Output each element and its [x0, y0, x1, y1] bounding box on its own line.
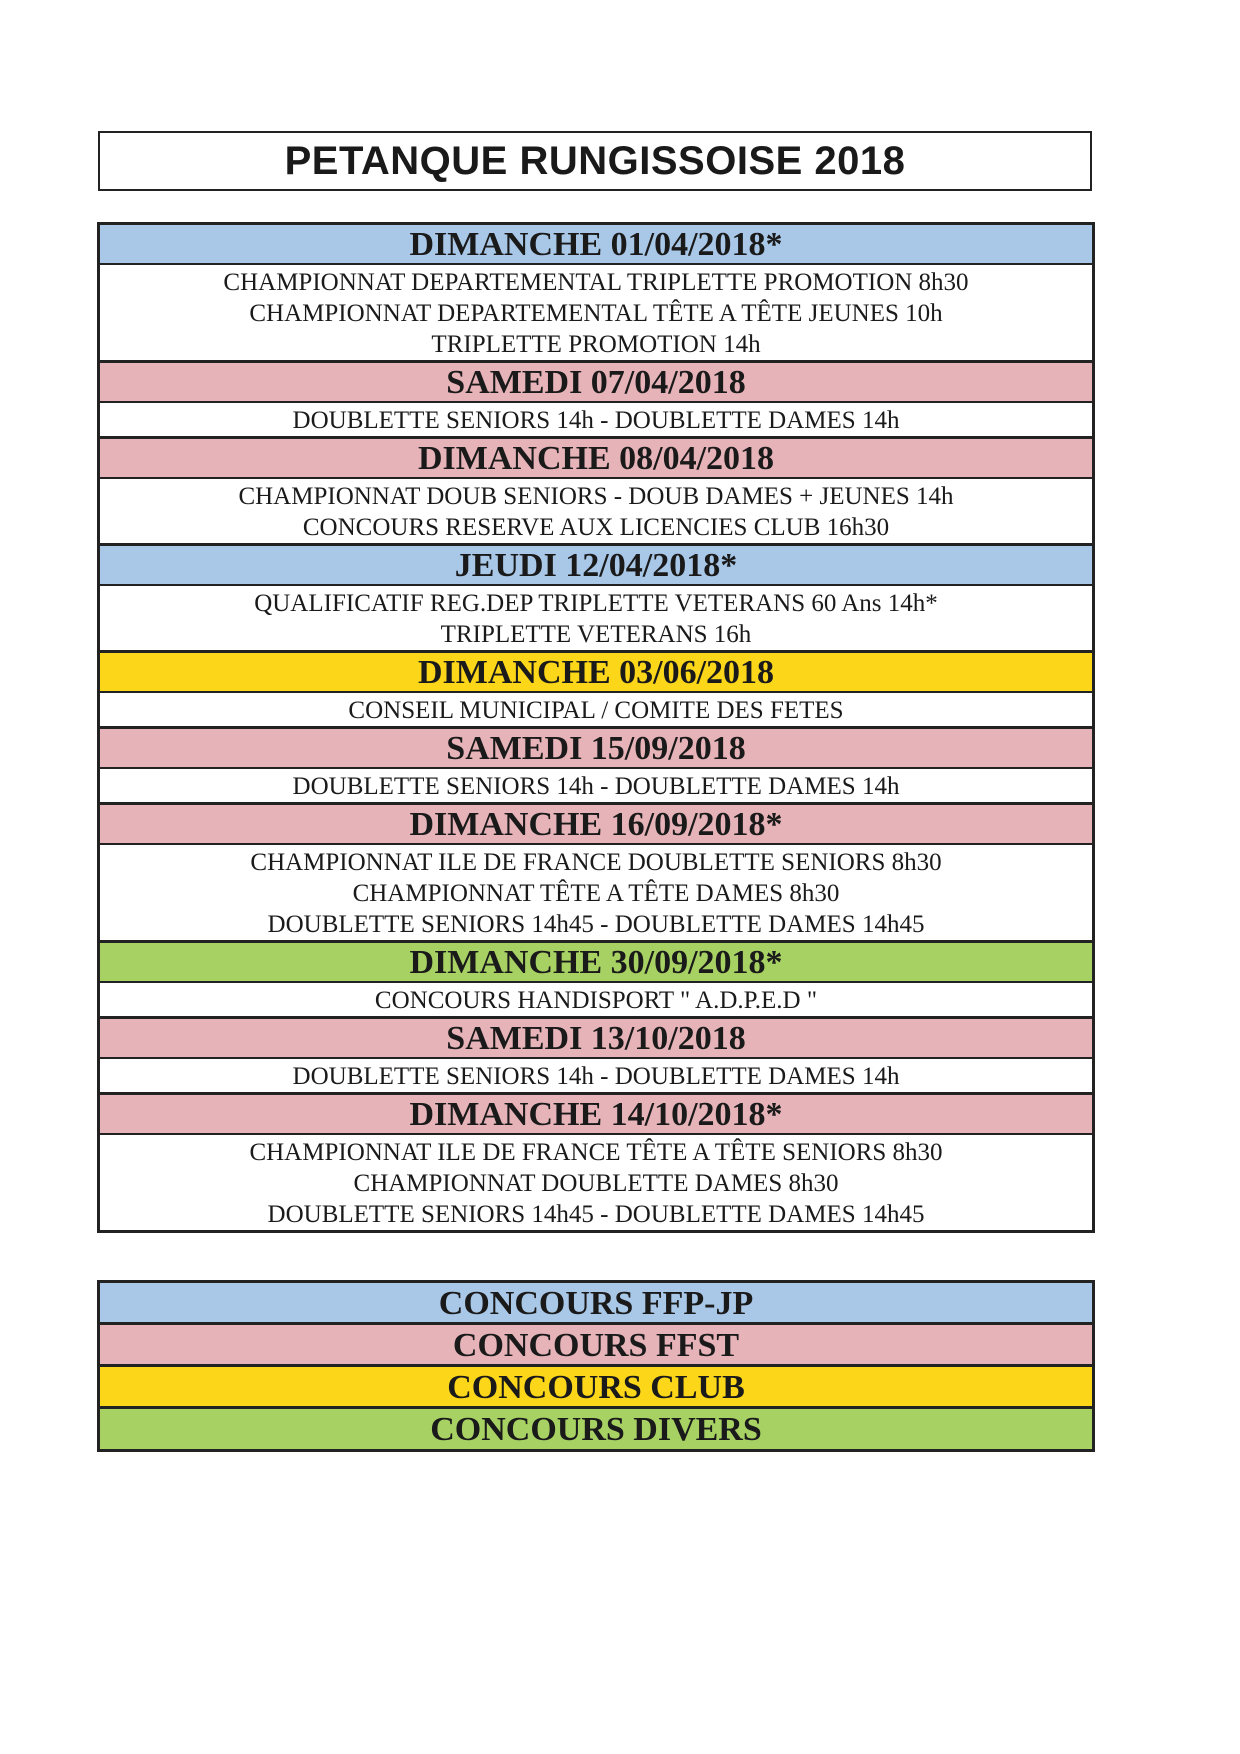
event-date-header: DIMANCHE 03/06/2018 [100, 653, 1092, 693]
event-line: DOUBLETTE SENIORS 14h45 - DOUBLETTE DAMES 14h45 [267, 911, 925, 938]
event-date-header: DIMANCHE 16/09/2018* [100, 805, 1092, 845]
legend-item-ffst: CONCOURS FFST [100, 1325, 1092, 1367]
event-line: TRIPLETTE VETERANS 16h [440, 621, 752, 648]
event-date-header: SAMEDI 15/09/2018 [100, 729, 1092, 769]
event-details [100, 845, 1092, 943]
event-details [100, 769, 1092, 805]
event-block [100, 363, 1092, 439]
event-date-header: DIMANCHE 01/04/2018* [100, 225, 1092, 265]
page-title: PETANQUE RUNGISSOISE 2018 [284, 138, 906, 183]
event-line: CHAMPIONNAT TÊTE A TÊTE DAMES 8h30 [352, 880, 840, 907]
event-block [100, 225, 1092, 363]
event-details [100, 265, 1092, 363]
event-block [100, 439, 1092, 546]
category-legend [97, 1280, 1095, 1452]
event-line: CHAMPIONNAT ILE DE FRANCE DOUBLETTE SENIORS 8h30 [250, 849, 942, 876]
event-date-header: SAMEDI 07/04/2018 [100, 363, 1092, 403]
event-date-header: DIMANCHE 08/04/2018 [100, 439, 1092, 479]
event-details [100, 983, 1092, 1019]
event-date-header: DIMANCHE 14/10/2018* [100, 1095, 1092, 1135]
event-line: CHAMPIONNAT DEPARTEMENTAL TÊTE A TÊTE JEUNES 10h [249, 300, 943, 327]
event-line: CONSEIL MUNICIPAL / COMITE DES FETES [348, 697, 844, 724]
event-details [100, 1059, 1092, 1095]
event-details [100, 1135, 1092, 1230]
event-date-header: JEUDI 12/04/2018* [100, 546, 1092, 586]
event-block [100, 729, 1092, 805]
event-details [100, 479, 1092, 546]
event-details [100, 693, 1092, 729]
event-line: TRIPLETTE PROMOTION 14h [431, 331, 761, 358]
event-details [100, 586, 1092, 653]
legend-item-club: CONCOURS CLUB [100, 1367, 1092, 1409]
event-block [100, 1095, 1092, 1230]
legend-item-divers: CONCOURS DIVERS [100, 1409, 1092, 1449]
event-line: CHAMPIONNAT DOUBLETTE DAMES 8h30 [353, 1170, 839, 1197]
event-block [100, 653, 1092, 729]
event-date-header: SAMEDI 13/10/2018 [100, 1019, 1092, 1059]
event-details [100, 403, 1092, 439]
event-block [100, 546, 1092, 653]
legend-item-ffp: CONCOURS FFP-JP [100, 1283, 1092, 1325]
event-line: CHAMPIONNAT DEPARTEMENTAL TRIPLETTE PROMOTION 8h30 [223, 269, 969, 296]
event-line: CONCOURS HANDISPORT " A.D.P.E.D " [374, 987, 818, 1014]
event-line: CONCOURS RESERVE AUX LICENCIES CLUB 16h30 [302, 514, 890, 541]
event-line: DOUBLETTE SENIORS 14h45 - DOUBLETTE DAMES 14h45 [267, 1201, 925, 1228]
event-line: DOUBLETTE SENIORS 14h - DOUBLETTE DAMES 14h [292, 407, 900, 434]
event-block [100, 943, 1092, 1019]
event-block [100, 1019, 1092, 1095]
event-line: DOUBLETTE SENIORS 14h - DOUBLETTE DAMES 14h [292, 773, 900, 800]
event-line: CHAMPIONNAT DOUB SENIORS - DOUB DAMES + JEUNES 14h [238, 483, 954, 510]
event-line: CHAMPIONNAT ILE DE FRANCE TÊTE A TÊTE SENIORS 8h30 [249, 1139, 943, 1166]
event-line: DOUBLETTE SENIORS 14h - DOUBLETTE DAMES 14h [292, 1063, 900, 1090]
event-schedule [97, 222, 1095, 1233]
event-date-header: DIMANCHE 30/09/2018* [100, 943, 1092, 983]
title-box [98, 131, 1092, 191]
event-line: QUALIFICATIF REG.DEP TRIPLETTE VETERANS 60 Ans 14h* [254, 590, 938, 617]
event-block [100, 805, 1092, 943]
